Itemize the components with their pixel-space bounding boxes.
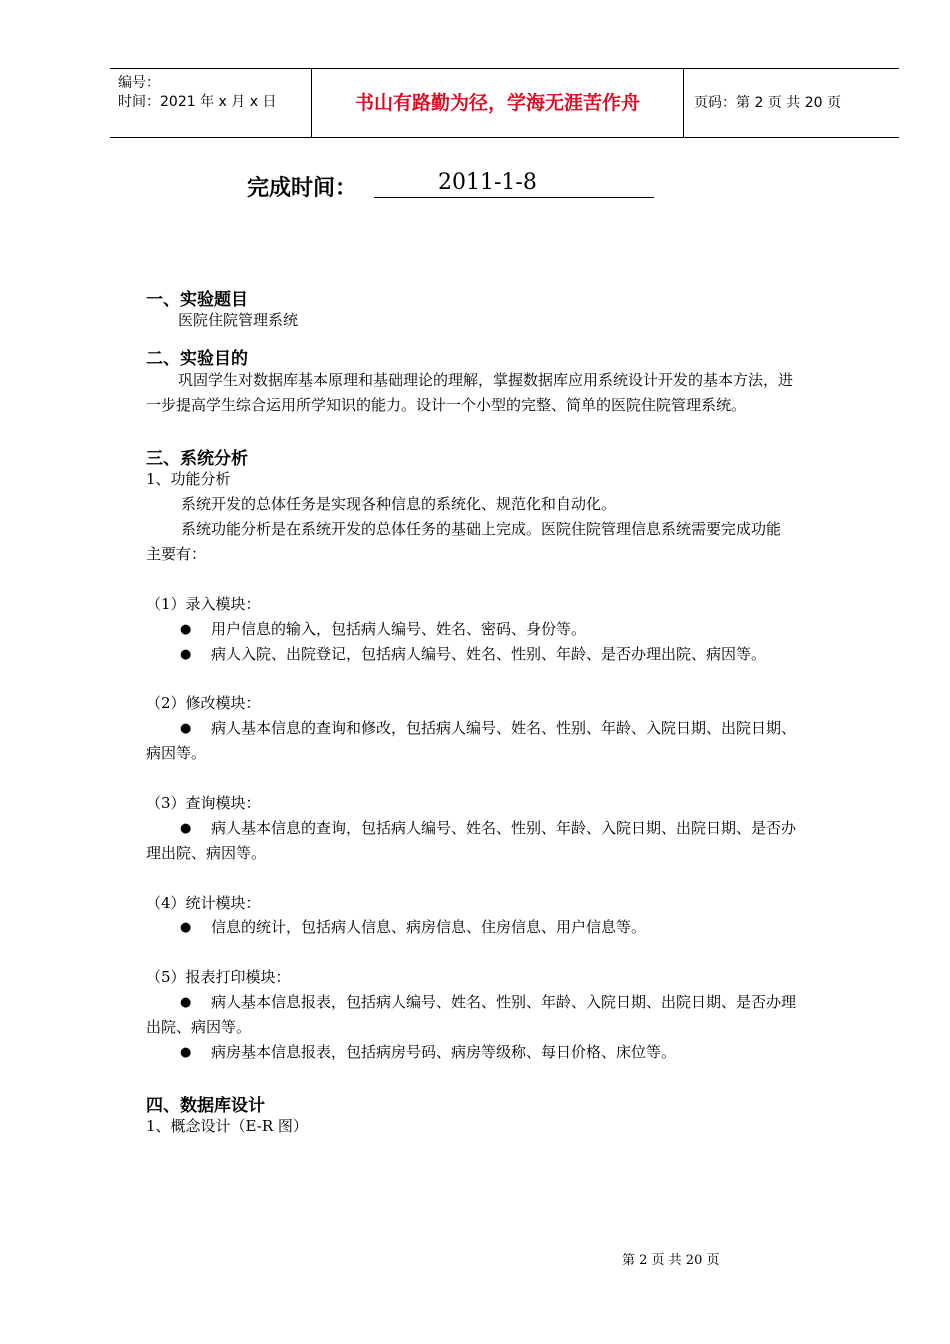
module-1-bullet-1: 用户信息的输入，包括病人编号、姓名、密码、身份等。 (211, 620, 587, 638)
module-1-bullet-2: 病人入院、出院登记，包括病人编号、姓名、性别、年龄、是否办理出院、病因等。 (211, 645, 767, 663)
completion-label: 完成时间： (247, 176, 358, 201)
module-4-title: （4）统计模块： (146, 894, 261, 912)
bullet-icon: ● (180, 622, 192, 637)
bullet-icon: ● (180, 721, 192, 736)
time-label: 时间：2021 年 x 月 x 日 (118, 94, 277, 110)
document-header (110, 68, 899, 138)
header-page-info (692, 69, 899, 137)
module-5-bullet-1-line-1: 病人基本信息报表，包括病人编号、姓名、性别、年龄、入院日期、出院日期、是否办理 (211, 993, 797, 1011)
section-title-1: 一、实验题目 (146, 290, 248, 310)
section-title-2: 二、实验目的 (146, 349, 248, 369)
section-3-paragraph-2-line-1: 系统功能分析是在系统开发的总体任务的基础上完成。医院住院管理信息系统需要完成功能 (181, 520, 782, 538)
page-footer: 第 2 页 共 20 页 (622, 1253, 720, 1268)
section-4-subheading: 1、概念设计（E-R 图） (146, 1117, 308, 1135)
bullet-icon: ● (180, 647, 192, 662)
module-2-bullet-1-line-2: 病因等。 (146, 744, 207, 762)
module-1-title: （1）录入模块： (146, 595, 261, 613)
module-5-bullet-1-line-2: 出院、病因等。 (146, 1018, 252, 1036)
bullet-icon: ● (180, 920, 192, 935)
module-3-title: （3）查询模块： (146, 794, 261, 812)
module-5-bullet-2: 病房基本信息报表，包括病房号码、病房等级称、每日价格、床位等。 (211, 1043, 677, 1061)
bullet-icon: ● (180, 821, 192, 836)
header-info-cell (110, 69, 312, 137)
number-label: 编号： (118, 75, 160, 91)
page-info-text: 页码：第 2 页 共 20 页 (694, 95, 841, 111)
section-2-line-2: 一步提高学生综合运用所学知识的能力。设计一个小型的完整、简单的医院住院管理系统。 (146, 396, 747, 414)
bullet-icon: ● (180, 1045, 192, 1060)
section-1-body: 医院住院管理系统 (178, 311, 299, 329)
section-3-paragraph-1: 系统开发的总体任务是实现各种信息的系统化、规范化和自动化。 (181, 495, 617, 513)
completion-value: 2011-1-8 (438, 170, 537, 195)
module-4-bullet-1: 信息的统计，包括病人信息、病房信息、住房信息、用户信息等。 (211, 918, 647, 936)
module-3-bullet-1-line-2: 理出院、病因等。 (146, 844, 267, 862)
module-2-bullet-1-line-1: 病人基本信息的查询和修改，包括病人编号、姓名、性别、年龄、入院日期、出院日期、 (211, 719, 797, 737)
module-2-title: （2）修改模块： (146, 694, 261, 712)
motto: 书山有路勤为径，学海无涯苦作舟 (312, 69, 684, 137)
module-5-title: （5）报表打印模块： (146, 968, 291, 986)
section-3-paragraph-2-line-2: 主要有： (146, 545, 207, 563)
section-title-4: 四、数据库设计 (146, 1096, 265, 1116)
section-3-subheading: 1、功能分析 (146, 470, 231, 488)
module-3-bullet-1-line-1: 病人基本信息的查询，包括病人编号、姓名、性别、年龄、入院日期、出院日期、是否办 (211, 819, 797, 837)
section-title-3: 三、系统分析 (146, 449, 248, 469)
section-2-line-1: 巩固学生对数据库基本原理和基础理论的理解，掌握数据库应用系统设计开发的基本方法，进 (178, 371, 794, 389)
completion-value-field (374, 170, 654, 198)
bullet-icon: ● (180, 995, 192, 1010)
